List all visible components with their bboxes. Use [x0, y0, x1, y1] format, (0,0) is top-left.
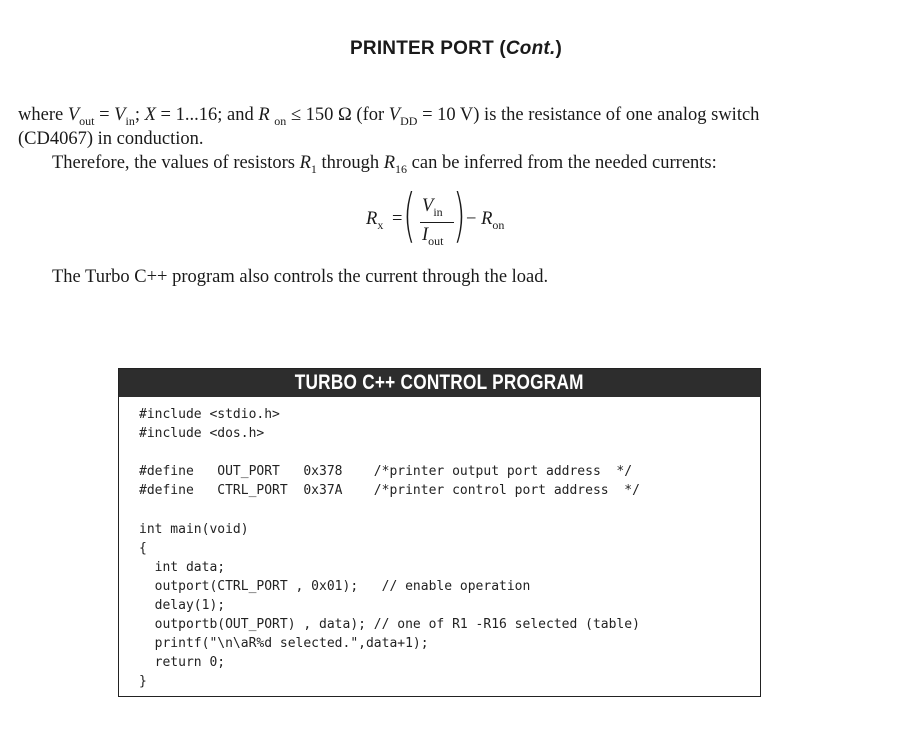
paren-right: )	[453, 181, 466, 249]
code-line	[139, 500, 640, 519]
formula-in: in	[433, 205, 443, 219]
heading-cont: Cont.	[505, 38, 556, 59]
code-line: printf("\n\aR%d selected.",data+1);	[139, 636, 429, 652]
text-end: = 10 V) is the resistance of one analog switch	[417, 105, 760, 125]
code-panel-title	[119, 369, 760, 397]
code-line: int main(void)	[139, 521, 249, 537]
formula-rhs	[466, 208, 504, 230]
code-line: outport(CTRL_PORT , 0x01); // enable operation	[139, 578, 531, 594]
code-line: return 0;	[139, 655, 226, 671]
heading-close: )	[555, 38, 562, 59]
formula-equals: =	[392, 209, 403, 229]
code-line: outportb(OUT_PORT) , data); // one of R1 -R16 selected (table)	[139, 617, 640, 633]
text-sep: ;	[134, 105, 145, 125]
code-line: #define CTRL_PORT 0x37A /*printer control port address */	[139, 483, 640, 499]
code-line	[139, 443, 640, 462]
code-line: #include <stdio.h>	[139, 407, 280, 422]
sub-on: on	[274, 114, 287, 128]
sub-in: in	[125, 114, 135, 128]
sub-1: 1	[310, 162, 317, 176]
formula-i: I	[422, 225, 429, 245]
text-range: = 1...16; and	[155, 105, 259, 125]
formula-out: out	[428, 234, 444, 248]
code-line: #include <dos.h>	[139, 426, 265, 442]
sub-16: 16	[395, 162, 408, 176]
paragraph-turbo: The Turbo C++ program also controls the current through the load.	[52, 267, 549, 287]
formula-v: V	[422, 196, 434, 216]
paragraph-therefore	[52, 152, 717, 174]
var-vdd: V	[388, 105, 401, 125]
code-title-text: TURBO C++ CONTROL PROGRAM	[294, 371, 585, 394]
formula-numerator	[422, 195, 443, 217]
text-limit: ≤ 150 Ω (for	[286, 105, 389, 125]
paren-left: (	[403, 181, 416, 249]
formula-rhs-on: on	[492, 218, 505, 232]
var-r: R	[258, 105, 270, 125]
text-therefore: Therefore, the values of resistors	[52, 153, 300, 173]
text-inferred: can be inferred from the needed currents:	[407, 153, 717, 173]
var-x: X	[144, 105, 156, 125]
paragraph-where-line2: (CD4067) in conduction.	[18, 129, 204, 149]
formula-x: x	[377, 218, 384, 232]
fraction-line	[420, 222, 454, 223]
code-listing	[139, 405, 640, 691]
code-line: delay(1);	[139, 597, 226, 613]
code-line: {	[139, 540, 147, 556]
formula-r: R	[366, 209, 378, 229]
text-where: where	[18, 105, 68, 125]
code-line: #define OUT_PORT 0x378 /*printer output port address */	[139, 464, 633, 480]
var-vout: V	[67, 105, 80, 125]
formula-minus: −	[466, 209, 482, 229]
formula-rhs-r: R	[481, 209, 493, 229]
formula-lhs	[366, 208, 383, 230]
text-eq: =	[94, 105, 115, 125]
paragraph-where	[18, 104, 759, 126]
var-vin: V	[114, 105, 126, 125]
var-r16: R	[383, 153, 396, 173]
code-line: int data;	[139, 559, 226, 575]
sub-dd: DD	[400, 114, 418, 128]
heading-text: PRINTER PORT (	[350, 38, 506, 59]
page-heading	[0, 38, 912, 60]
sub-out: out	[79, 114, 95, 128]
var-r1: R	[299, 153, 311, 173]
text-through: through	[316, 153, 384, 173]
formula-denominator	[422, 224, 444, 246]
code-panel	[118, 368, 761, 697]
code-line: }	[139, 674, 147, 690]
